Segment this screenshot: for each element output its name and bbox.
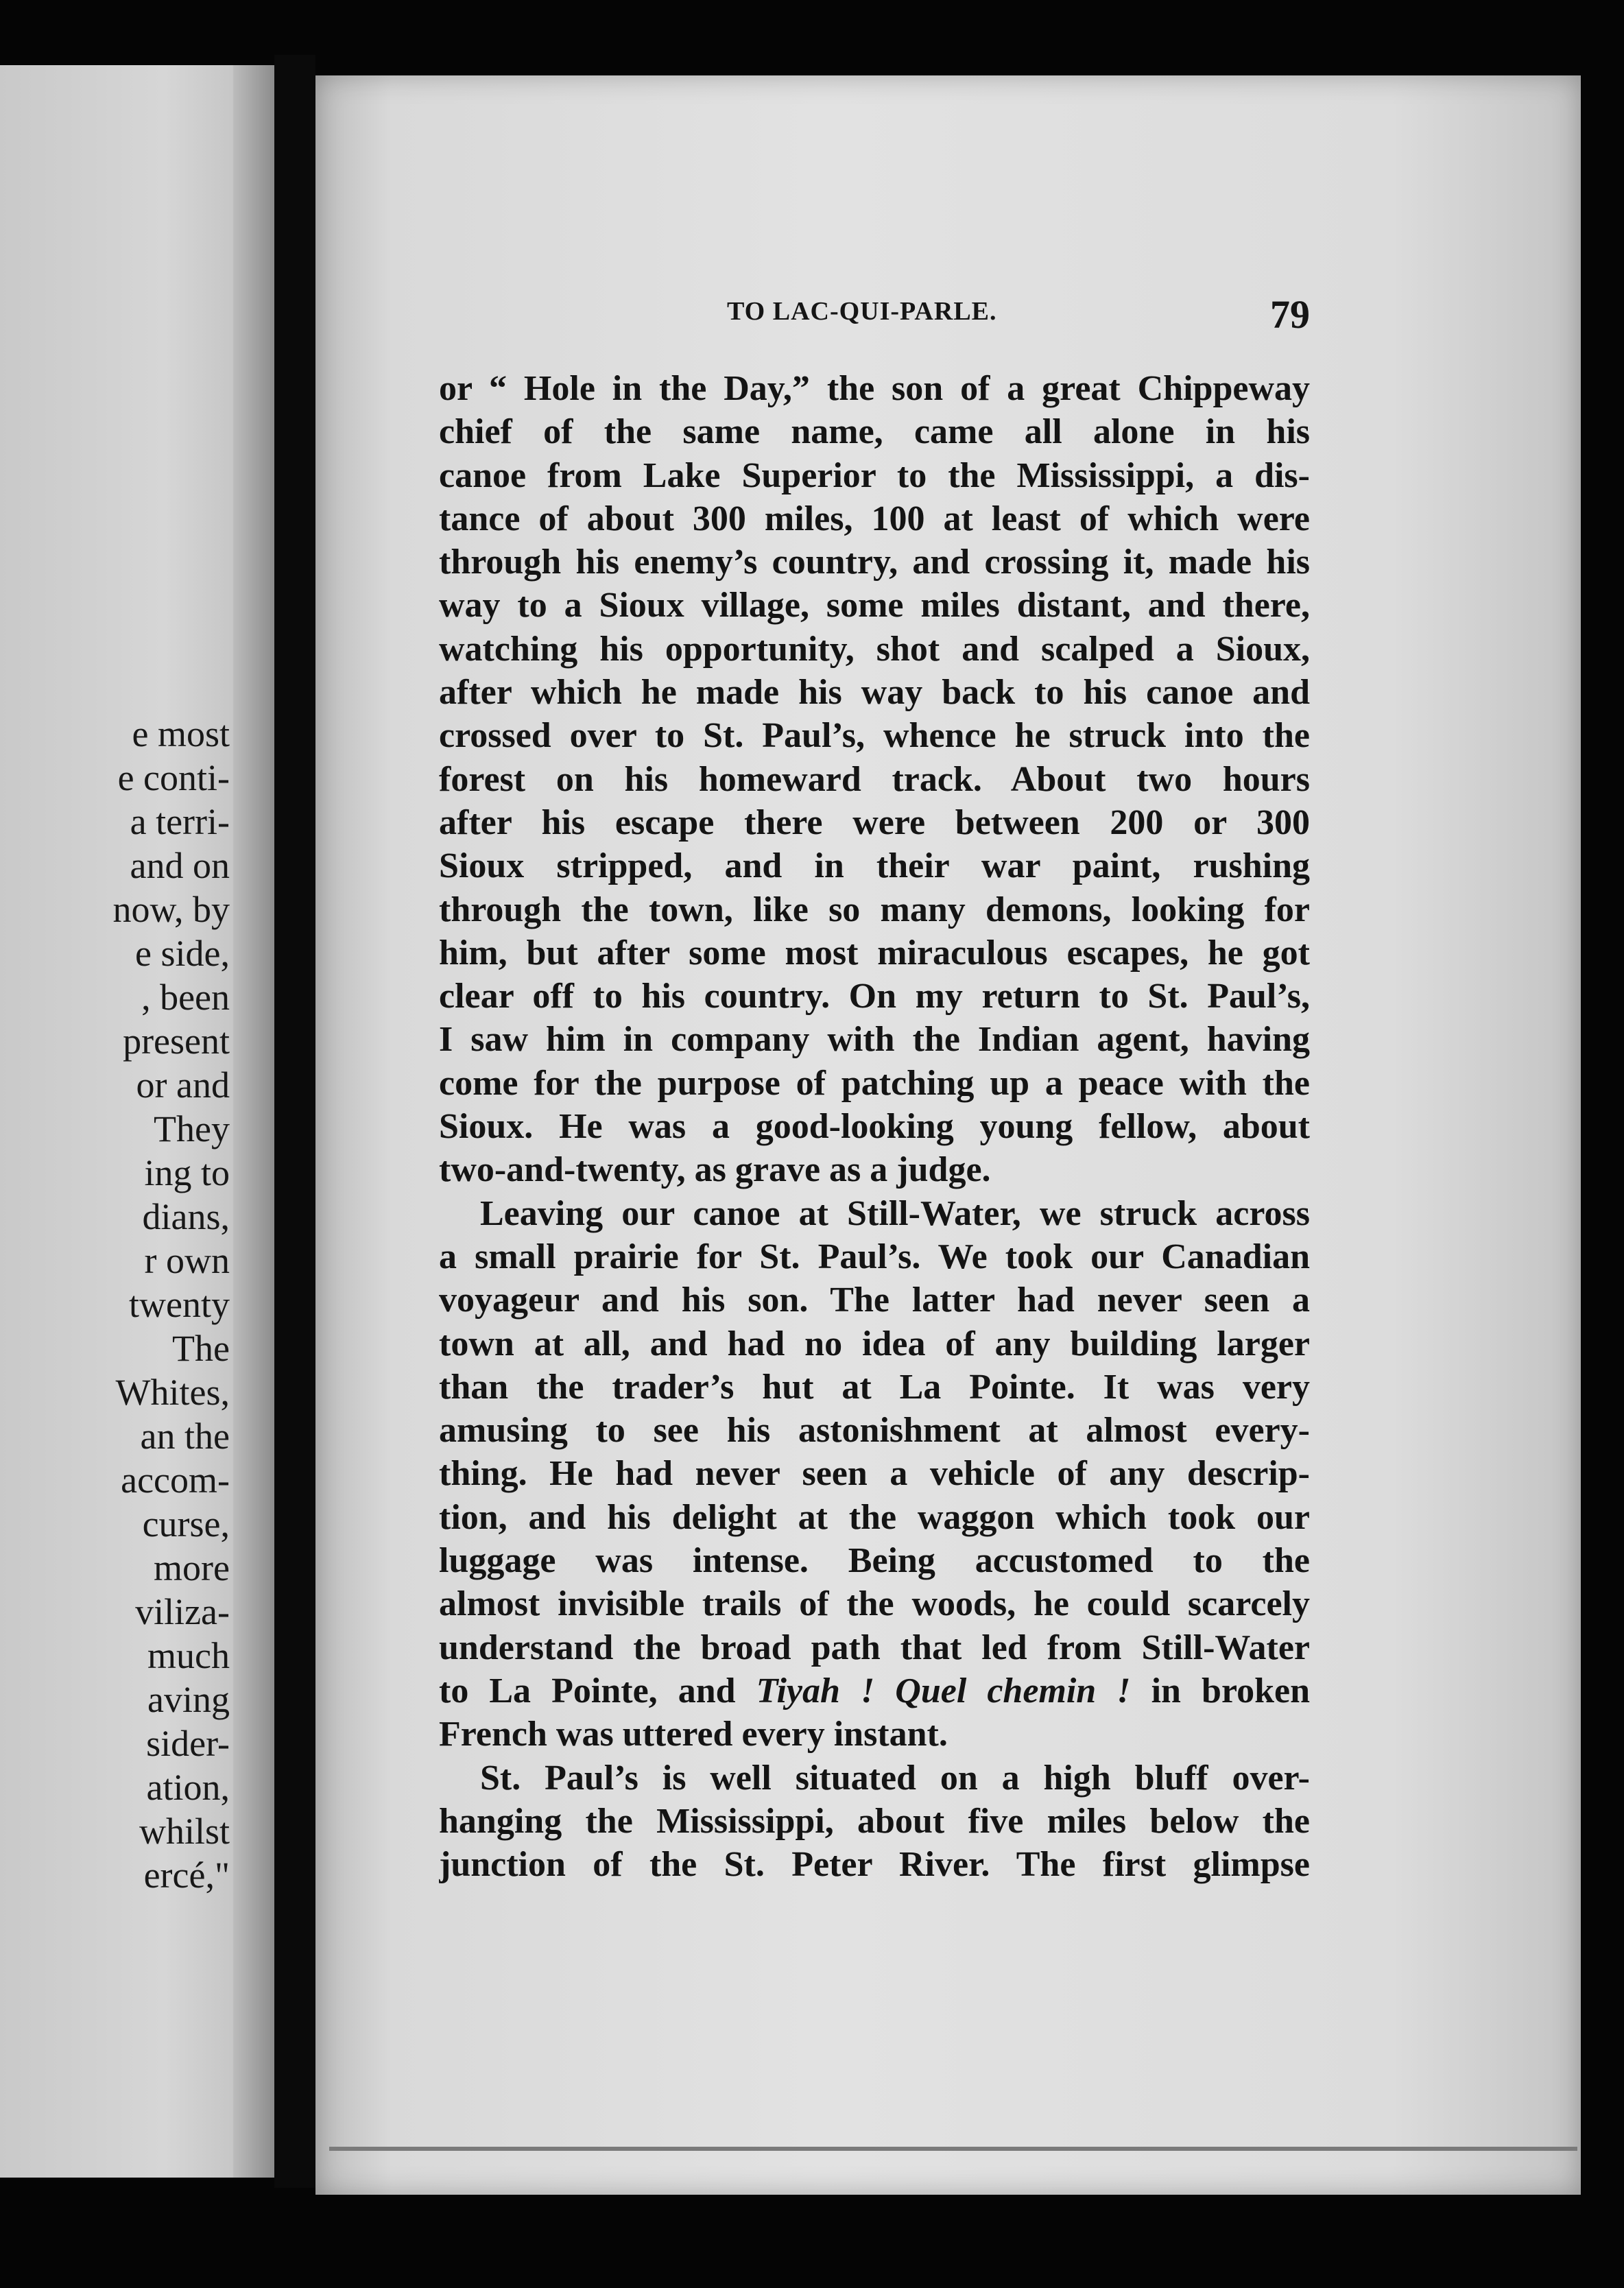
text-line: way to a Sioux village, some miles distant, and there, bbox=[439, 586, 1310, 625]
text-line: watching his opportunity, shot and scalped a Sioux, bbox=[439, 629, 1310, 669]
body-text bbox=[439, 367, 1310, 1886]
left-line: r own bbox=[144, 1240, 230, 1281]
italic-french-phrase: Tiyah ! Quel chemin ! bbox=[756, 1671, 1131, 1711]
left-line: and on bbox=[130, 845, 230, 886]
text-line: clear off to his country. On my return to St. Paul’s, bbox=[439, 977, 1310, 1016]
text-line: tion, and his delight at the waggon which took our bbox=[439, 1497, 1310, 1537]
text-line: understand the broad path that led from Still-Water bbox=[439, 1628, 1310, 1667]
text-line: after his escape there were between 200 or 300 bbox=[439, 802, 1310, 842]
text-line: luggage was intense. Being accustomed to the bbox=[439, 1541, 1310, 1581]
text-line: voyageur and his son. The latter had never seen a bbox=[439, 1280, 1310, 1320]
text-line: a small prairie for St. Paul’s. We took our Canadian bbox=[439, 1237, 1310, 1276]
text-line: thing. He had never seen a vehicle of any descrip- bbox=[439, 1454, 1310, 1494]
left-line: or and bbox=[136, 1064, 230, 1106]
text-span: in broken bbox=[1151, 1671, 1310, 1711]
text-line: junction of the St. Peter River. The first glimpse bbox=[439, 1845, 1310, 1885]
text-line: town at all, and had no idea of any building larger bbox=[439, 1324, 1310, 1363]
left-line: viliza- bbox=[135, 1591, 230, 1632]
left-page-text-fragment bbox=[0, 712, 230, 1897]
left-line: They bbox=[154, 1108, 230, 1149]
left-line: , been bbox=[141, 977, 230, 1018]
text-line: French was uttered every instant. bbox=[439, 1715, 948, 1754]
left-line: e side, bbox=[135, 933, 230, 974]
left-line: present bbox=[123, 1021, 230, 1062]
page-bottom-edge bbox=[329, 2147, 1577, 2151]
left-page-gutter-shadow bbox=[233, 65, 274, 2178]
text-line: than the trader’s hut at La Pointe. It was very bbox=[439, 1367, 1310, 1407]
running-header: TO LAC-QUI-PARLE. bbox=[727, 297, 997, 326]
left-line: twenty bbox=[129, 1284, 230, 1325]
text-line: through his enemy’s country, and crossing it, made his bbox=[439, 543, 1310, 582]
text-line: Sioux. He was a good-looking young fellow, about bbox=[439, 1107, 1310, 1147]
left-line: The bbox=[172, 1328, 230, 1369]
left-line: now, by bbox=[112, 889, 230, 930]
left-line: ing to bbox=[144, 1152, 230, 1193]
text-line: hanging the Mississippi, about five miles below the bbox=[439, 1801, 1310, 1841]
book-spine bbox=[274, 55, 315, 2188]
text-line: almost invisible trails of the woods, he could scarcely bbox=[439, 1584, 1310, 1624]
left-line: an the bbox=[140, 1416, 230, 1457]
text-line: crossed over to St. Paul’s, whence he struck into the bbox=[439, 716, 1310, 756]
left-line: aving bbox=[147, 1679, 230, 1720]
text-line: Sioux stripped, and in their war paint, rushing bbox=[439, 846, 1310, 886]
left-line: Whites, bbox=[115, 1372, 230, 1413]
text-line: after which he made his way back to his canoe and bbox=[439, 673, 1310, 713]
text-line: chief of the same name, came all alone in his bbox=[439, 412, 1310, 452]
text-line: two-and-twenty, as grave as a judge. bbox=[439, 1150, 991, 1190]
left-line: e most bbox=[132, 713, 230, 754]
left-line: e conti- bbox=[117, 757, 230, 798]
text-line: I saw him in company with the Indian agent, having bbox=[439, 1020, 1310, 1060]
text-line: him, but after some most miraculous escapes, he got bbox=[439, 933, 1310, 973]
text-span: to La Pointe, and bbox=[439, 1671, 736, 1711]
left-line: sider- bbox=[146, 1723, 230, 1764]
left-line: curse, bbox=[142, 1503, 230, 1545]
left-line: accom- bbox=[121, 1459, 230, 1501]
left-line: ation, bbox=[146, 1767, 230, 1808]
left-line: whilst bbox=[139, 1811, 230, 1852]
text-line: forest on his homeward track. About two hours bbox=[439, 759, 1310, 799]
left-line: ercé," bbox=[143, 1855, 230, 1896]
paragraph-start-line: Leaving our canoe at Still-Water, we struck across bbox=[480, 1193, 1310, 1233]
page-number: 79 bbox=[1270, 292, 1310, 337]
text-line: through the town, like so many demons, looking for bbox=[439, 890, 1310, 929]
text-line-with-italic bbox=[439, 1669, 1310, 1713]
left-line: a terri- bbox=[130, 801, 230, 842]
text-line: come for the purpose of patching up a peace with the bbox=[439, 1063, 1310, 1103]
left-line: more bbox=[154, 1547, 230, 1588]
text-line: canoe from Lake Superior to the Mississippi, a dis- bbox=[439, 455, 1310, 495]
text-line: amusing to see his astonishment at almost every- bbox=[439, 1411, 1310, 1451]
left-line: much bbox=[147, 1635, 230, 1676]
paragraph-start-line: St. Paul’s is well situated on a high bluff over- bbox=[480, 1758, 1310, 1798]
text-line: or “ Hole in the Day,” the son of a great Chippeway bbox=[439, 369, 1310, 408]
left-line: dians, bbox=[142, 1196, 230, 1237]
text-line: tance of about 300 miles, 100 at least of which were bbox=[439, 499, 1310, 538]
